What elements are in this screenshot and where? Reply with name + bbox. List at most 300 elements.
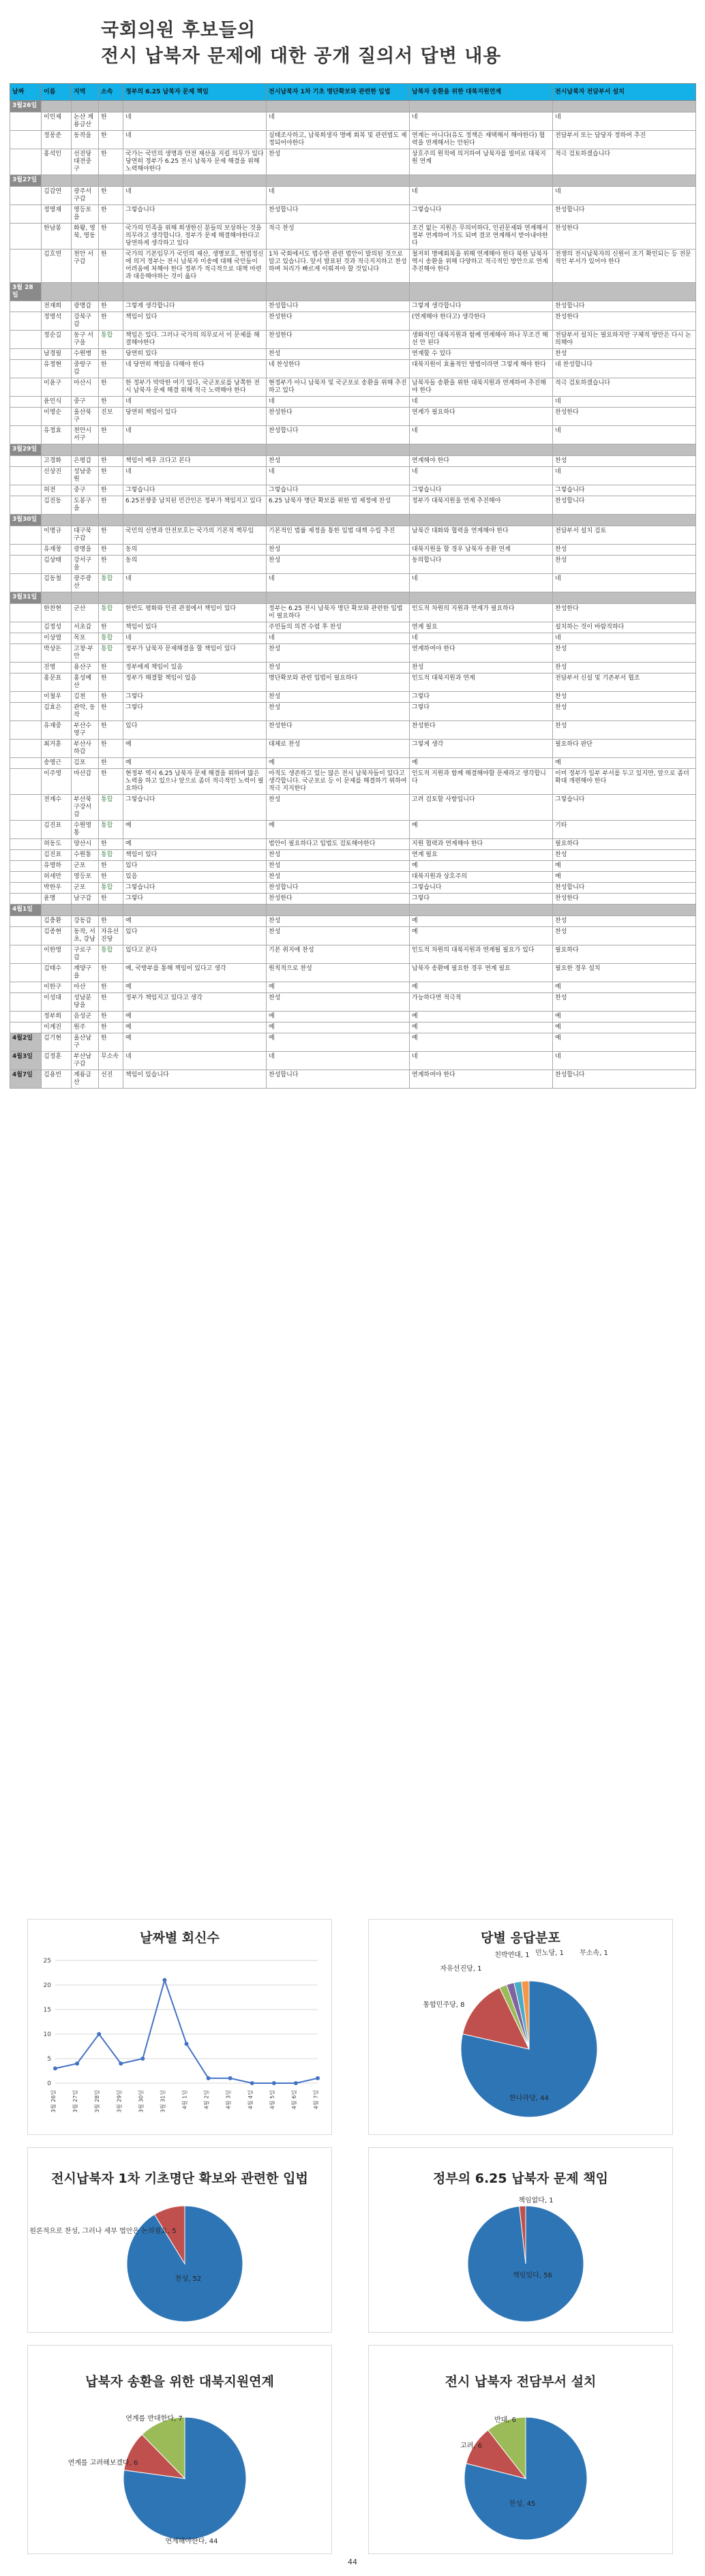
answer-c3: 찬성한다	[410, 721, 553, 740]
region-cell: 중구	[72, 397, 99, 408]
answer-c3: 고려 검토할 사항입니다	[410, 795, 553, 821]
party-cell: 한	[99, 1012, 123, 1022]
slice-label: 찬성, 52	[175, 2275, 202, 2283]
table-body	[10, 101, 696, 1089]
answer-c4: 필요하다	[553, 839, 696, 850]
candidate-name: 유정현	[42, 360, 72, 378]
answer-c4: 전쟁의 전시납북자의 신원이 조기 확인되는 등 전문적인 부서가 있어야 한다	[553, 249, 696, 283]
answer-c3: 정부가 대북지원을 연계 추진해야	[410, 496, 553, 515]
answer-c4: 기타	[553, 821, 696, 839]
answer-c4: 네	[553, 426, 696, 444]
party-cell: 한	[99, 769, 123, 795]
candidate-name: 홍석인	[42, 149, 72, 175]
region-cell: 광명갑	[72, 301, 99, 312]
region-cell: 부산사하갑	[72, 740, 99, 758]
answer-c3: 조건 없는 지원은 무의미하다, 인권문제와 연계해서 정부 연계하여 가도 되며 결코 연계해서 받아내야한다	[410, 224, 553, 249]
answer-c1: 예	[123, 740, 267, 758]
party-cell: 한	[99, 312, 123, 331]
table-row	[10, 378, 696, 397]
date-cell	[10, 964, 42, 982]
date-cell	[10, 408, 42, 426]
answer-c4: 찬성	[553, 850, 696, 861]
answer-c1: 네	[123, 574, 267, 592]
answer-c1: 그렇다	[123, 894, 267, 905]
answer-c3: 네	[410, 633, 553, 644]
region-cell: 아산시	[72, 378, 99, 397]
resp-chart-title: 정부의 6.25 납북자 문제 책임	[433, 2171, 608, 2186]
candidate-name: 유재창	[42, 545, 72, 556]
party-cell: 한	[99, 703, 123, 721]
party-cell: 한	[99, 456, 123, 467]
date-row-filler	[123, 515, 267, 526]
region-cell: 강북구갑	[72, 312, 99, 331]
column-header: 이름	[42, 84, 72, 101]
answer-c4: 찬성한다	[553, 604, 696, 622]
date-row-filler	[99, 592, 123, 604]
data-point	[185, 2042, 189, 2046]
answer-c1: 정부가 해결할 책임이 있음	[123, 673, 267, 692]
region-cell: 성남중원	[72, 467, 99, 485]
answer-c4: 예	[553, 861, 696, 872]
date-group-row	[10, 444, 696, 456]
party-cell: 한	[99, 112, 123, 131]
answer-c4: 찬성	[553, 721, 696, 740]
slice-label: 책임있다, 56	[513, 2272, 552, 2279]
table-row	[10, 331, 696, 349]
table-row	[10, 633, 696, 644]
answer-c4: 적극 검토하겠습니다	[553, 149, 696, 175]
answer-c1: 네	[123, 131, 267, 149]
date-cell	[10, 301, 42, 312]
candidate-name: 김종현	[42, 927, 72, 945]
answer-c2: 네	[267, 633, 410, 644]
answer-c1: 국가의 기본임무가 국민의 재산, 생명보호, 헌법정신에 의거 정부는 전시 납북자 미송에 대해 국민들이 어려움에 처해야 한다 정부가 적극적으로 대책 마련과 대응해야하는 것이 옳다	[123, 249, 267, 283]
answer-c4: 네	[553, 633, 696, 644]
date-cell	[10, 574, 42, 592]
candidate-name: 전재수	[42, 795, 72, 821]
table-header-row	[10, 84, 696, 101]
date-cell	[10, 663, 42, 673]
date-row-filler	[553, 905, 696, 916]
answer-c2: 찬성	[267, 456, 410, 467]
party-cell: 통합	[99, 644, 123, 663]
date-row-filler	[123, 101, 267, 112]
region-cell: 도봉구을	[72, 496, 99, 515]
region-cell: 홍성예산	[72, 673, 99, 692]
column-header: 납북자 송환을 위한 대북지원연계	[410, 84, 553, 101]
answer-c1: 그렇습니다	[123, 205, 267, 224]
data-point	[250, 2081, 254, 2085]
answer-c1: 그렇습니다	[123, 485, 267, 496]
date-row-filler	[410, 905, 553, 916]
data-point	[53, 2066, 57, 2070]
party-cell: 한	[99, 545, 123, 556]
answer-c1: 네	[123, 112, 267, 131]
table-row	[10, 349, 696, 360]
answer-c3: 지원 협력과 연계해야 한다	[410, 839, 553, 850]
candidate-name: 고경화	[42, 456, 72, 467]
table-row	[10, 496, 696, 515]
date-group-row	[10, 283, 696, 301]
date-cell	[10, 758, 42, 769]
region-cell: 원주	[72, 1022, 99, 1033]
date-row-filler	[410, 444, 553, 456]
date-cell	[10, 883, 42, 894]
answer-c4: 네	[553, 112, 696, 131]
answer-c2: 찬성한다	[267, 312, 410, 331]
date-cell	[10, 205, 42, 224]
date-cell	[10, 467, 42, 485]
answer-c1: 정부가 책임지고 있다고 생각	[123, 993, 267, 1012]
answer-c4: 찬성	[553, 703, 696, 721]
data-point	[119, 2061, 123, 2065]
answer-c3: 동의합니다	[410, 556, 553, 574]
x-tick-label: 4월 1일	[181, 2090, 188, 2110]
table-row	[10, 861, 696, 872]
answer-c3: 연계 필요	[410, 622, 553, 633]
answer-c4: 찬성합니다	[553, 883, 696, 894]
law-chart-title: 전시납북자 1차 기초명단 확보와 관련한 입법	[51, 2171, 308, 2186]
x-tick-label: 3월 28일	[94, 2090, 101, 2113]
date-cell	[10, 894, 42, 905]
answer-c3: 네	[410, 187, 553, 205]
region-cell: 부산수영구	[72, 721, 99, 740]
answer-c4: 전담부서 설치는 필요하지만 구체적 방안은 다시 논의해야	[553, 331, 696, 349]
date-cell: 3월26일	[10, 101, 42, 112]
table-row	[10, 1012, 696, 1022]
party-cell: 한	[99, 301, 123, 312]
date-cell: 3월 28일	[10, 283, 42, 301]
answer-c4: 찬성	[553, 993, 696, 1012]
candidate-name: 송영근	[42, 758, 72, 769]
date-cell	[10, 850, 42, 861]
answer-c3: 인도적 차원의 대북지원과 연계될 필요가 있다	[410, 945, 553, 964]
date-row-filler	[42, 515, 72, 526]
candidate-name: 진영	[42, 663, 72, 673]
answer-c1: 있다	[123, 927, 267, 945]
dept-chart-panel	[368, 2345, 673, 2554]
data-point	[316, 2076, 320, 2080]
answer-c3: 연계하여야 한다	[410, 1070, 553, 1089]
candidate-name: 홍문표	[42, 673, 72, 692]
answer-c3: 남북간 대화와 협력을 연계해야 한다	[410, 526, 553, 545]
date-cell	[10, 349, 42, 360]
date-cell	[10, 149, 42, 175]
date-row-filler	[99, 444, 123, 456]
resp-chart-panel	[368, 2147, 673, 2333]
date-row-filler	[42, 592, 72, 604]
answer-c4: 필요하다	[553, 945, 696, 964]
answer-c2: 찬성합니다	[267, 426, 410, 444]
date-row-filler	[42, 283, 72, 301]
date-row-filler	[410, 592, 553, 604]
column-header: 소속	[99, 84, 123, 101]
party-cell: 한	[99, 556, 123, 574]
answer-c2: 네	[267, 1052, 410, 1070]
date-cell: 4월3일	[10, 1052, 42, 1070]
candidate-name: 이한구	[42, 982, 72, 993]
date-cell	[10, 916, 42, 927]
column-header: 전시납북자 전담부서 설치	[553, 84, 696, 101]
answer-c2: 1차 국회에서도 법수반 관련 법안이 발의된 것으로 알고 있습니다. 앞서 발표된 것과 적극지지하고 찬성하며 처리가 빠르게 이뤄져야 할 것입니다	[267, 249, 410, 283]
answer-c2: 네	[267, 112, 410, 131]
answer-c2: 실태조사하고, 납북희생자 명예 회복 및 관련법도 제정되어야한다	[267, 131, 410, 149]
party-cell: 한	[99, 673, 123, 692]
date-cell	[10, 397, 42, 408]
x-tick-label: 3월 31일	[160, 2090, 166, 2113]
answer-c2: 찬성합니다	[267, 205, 410, 224]
x-tick-label: 4월 3일	[225, 2090, 232, 2110]
answer-c3: 생화적인 대북지원과 함께 연계해야 하나 무조건 해선 안 된다	[410, 331, 553, 349]
law-pie-chart	[28, 2148, 331, 2332]
region-cell: 계룡금산	[72, 1070, 99, 1089]
table-row	[10, 149, 696, 175]
answer-c4: 필요한 경우 설치	[553, 964, 696, 982]
date-row-filler	[99, 175, 123, 187]
answer-c2: 대체로 찬성	[267, 740, 410, 758]
candidate-name: 허세만	[42, 872, 72, 883]
slice-label: 친박연대, 1	[494, 1952, 530, 1959]
answer-c1: 동의	[123, 545, 267, 556]
region-cell: 성남분당을	[72, 993, 99, 1012]
party-cell: 한	[99, 131, 123, 149]
date-cell	[10, 721, 42, 740]
date-row-filler	[410, 175, 553, 187]
answer-c1: 동의	[123, 556, 267, 574]
region-cell: 울산북구	[72, 408, 99, 426]
y-tick-label: 25	[43, 1958, 51, 1965]
date-cell	[10, 360, 42, 378]
answer-c4: 예	[553, 758, 696, 769]
answer-c3: (연계해야 한다고) 생각한다	[410, 312, 553, 331]
party-cell: 한	[99, 622, 123, 633]
answer-c4: 예	[553, 1012, 696, 1022]
date-cell	[10, 839, 42, 850]
date-row-filler	[267, 444, 410, 456]
table-row	[10, 703, 696, 721]
table-row	[10, 604, 696, 622]
answer-c2: 그렇습니다	[267, 485, 410, 496]
table-row	[10, 1022, 696, 1033]
answer-c2: 기본 취지에 찬성	[267, 945, 410, 964]
candidate-name: 이한영	[42, 945, 72, 964]
date-row-filler	[553, 592, 696, 604]
region-cell: 은평갑	[72, 456, 99, 467]
date-row-filler	[72, 515, 99, 526]
date-cell	[10, 312, 42, 331]
date-row-filler	[553, 444, 696, 456]
candidate-name: 전재희	[42, 301, 72, 312]
answer-c1: 예	[123, 839, 267, 850]
region-cell: 선진당 대전중구	[72, 149, 99, 175]
answer-c1: 예	[123, 916, 267, 927]
answer-c3: 인도적 차원의 지원과 연계가 필요하다	[410, 604, 553, 622]
answer-c2: 찬성한다	[267, 721, 410, 740]
region-cell: 영등포	[72, 872, 99, 883]
page-title-line1: 국회의원 후보들의	[101, 20, 256, 41]
date-cell: 3월30일	[10, 515, 42, 526]
date-row-filler	[410, 515, 553, 526]
party-chart-panel	[368, 1919, 673, 2135]
candidate-name: 유재중	[42, 721, 72, 740]
slice-label: 책임없다, 1	[518, 2197, 554, 2204]
answer-c2: 찬성	[267, 850, 410, 861]
answer-c2: 찬성	[267, 349, 410, 360]
table-row	[10, 408, 696, 426]
date-row-filler	[72, 905, 99, 916]
candidate-name: 김정훈	[42, 1052, 72, 1070]
slice-label: 찬성, 45	[509, 2500, 536, 2508]
answer-c3: 그렇다	[410, 703, 553, 721]
party-cell: 한	[99, 205, 123, 224]
table-row	[10, 883, 696, 894]
party-cell: 한	[99, 916, 123, 927]
candidate-name: 이영순	[42, 408, 72, 426]
date-row-filler	[267, 515, 410, 526]
answer-c2: 찬성	[267, 795, 410, 821]
daily-chart-panel	[27, 1919, 332, 2135]
region-cell: 아산	[72, 982, 99, 993]
y-tick-label: 5	[47, 2056, 51, 2063]
date-row-filler	[42, 101, 72, 112]
table-row	[10, 187, 696, 205]
date-row-filler	[267, 592, 410, 604]
date-cell	[10, 331, 42, 349]
party-cell: 통합	[99, 604, 123, 622]
table-row	[10, 692, 696, 703]
answer-c4: 필요하다 판단	[553, 740, 696, 758]
aid-pie-chart	[28, 2346, 331, 2554]
table-row	[10, 526, 696, 545]
answer-c1: 6.25전쟁중 납치된 민간인은 정부가 책임지고 있다	[123, 496, 267, 515]
date-row-filler	[72, 444, 99, 456]
answer-c4: 이미 정부가 일부 부서를 두고 있지만, 앞으로 좀더 확대 개편해야 한다	[553, 769, 696, 795]
date-cell: 4월1일	[10, 905, 42, 916]
candidate-name: 한찬현	[42, 604, 72, 622]
answer-c4: 찬성	[553, 692, 696, 703]
region-cell: 동작을	[72, 131, 99, 149]
x-tick-label: 4월 2일	[203, 2090, 210, 2110]
answer-c3: 그렇습니다	[410, 485, 553, 496]
candidate-name: 이윤구	[42, 378, 72, 397]
answer-c1: 네	[123, 1052, 267, 1070]
table-row	[10, 740, 696, 758]
date-cell	[10, 456, 42, 467]
table-row	[10, 945, 696, 964]
table-row	[10, 131, 696, 149]
candidate-name: 정영재	[42, 205, 72, 224]
answer-c4: 전담부서 설치 검토	[553, 526, 696, 545]
answer-c1: 그렇다	[123, 703, 267, 721]
answer-c3: 가능하다면 적극적	[410, 993, 553, 1012]
answer-c3: 상호주의 원칙에 의거하여 납북자를 빌미로 대북지원 연계	[410, 149, 553, 175]
answer-c4: 찬성합니다	[553, 1070, 696, 1089]
date-cell	[10, 526, 42, 545]
region-cell: 수원병	[72, 349, 99, 360]
date-cell	[10, 872, 42, 883]
party-cell: 통합	[99, 795, 123, 821]
answer-c1: 책임은 있다. 그러나 국가의 의무로서 이 문제를 해결해야한다	[123, 331, 267, 349]
candidate-name: 최거훈	[42, 740, 72, 758]
region-cell: 광주광산	[72, 574, 99, 592]
candidate-name: 정몽준	[42, 131, 72, 149]
party-cell: 한	[99, 894, 123, 905]
aid-chart-title: 납북자 송환을 위한 대북지원연계	[85, 2374, 274, 2389]
answer-c4: 찬성합니다	[553, 496, 696, 515]
answer-c1: 있다고 본다	[123, 945, 267, 964]
answer-c3: 예	[410, 1012, 553, 1022]
date-group-row	[10, 592, 696, 604]
answer-c3: 그렇게 생각	[410, 740, 553, 758]
answer-c3: 예	[410, 927, 553, 945]
date-cell	[10, 982, 42, 993]
candidate-name: 김용빈	[42, 1070, 72, 1089]
page-number: 44	[348, 2558, 357, 2566]
date-row-filler	[123, 444, 267, 456]
party-cell: 한	[99, 964, 123, 982]
slice-label: 고려, 6	[460, 2442, 483, 2450]
table-row	[10, 982, 696, 993]
answer-c3: 연계할 수 있다	[410, 349, 553, 360]
party-cell: 한	[99, 993, 123, 1012]
answer-c1: 예	[123, 1033, 267, 1052]
party-cell: 통합	[99, 850, 123, 861]
answer-c2: 네 찬성한다	[267, 360, 410, 378]
table-row	[10, 1052, 696, 1070]
party-cell: 한	[99, 187, 123, 205]
slice-label: 연계를 고려해보겠다, 6	[68, 2459, 138, 2467]
slice-label: 무소속, 1	[580, 1950, 608, 1957]
candidate-name: 윤명	[42, 894, 72, 905]
answer-c4: 찬성	[553, 644, 696, 663]
date-row-filler	[553, 175, 696, 187]
y-tick-label: 0	[47, 2080, 51, 2087]
date-cell	[10, 131, 42, 149]
date-row-filler	[123, 592, 267, 604]
party-cell: 한	[99, 496, 123, 515]
answer-c1: 국민의 신변과 안전보호는 국가의 기본적 책무임	[123, 526, 267, 545]
answer-c4: 찬성합니다	[553, 205, 696, 224]
date-cell	[10, 496, 42, 515]
answer-c4: 찬성	[553, 927, 696, 945]
answer-c2: 예	[267, 1033, 410, 1052]
answer-c2: 6.25 납북자 명단 확보를 위한 법 제정에 찬성	[267, 496, 410, 515]
answer-c4: 적극 검토하겠습니다	[553, 378, 696, 397]
answer-c4: 예	[553, 1022, 696, 1033]
answer-c2: 네	[267, 574, 410, 592]
party-cell: 한	[99, 349, 123, 360]
region-cell: 수원통	[72, 850, 99, 861]
answer-c3: 연계해야 한다	[410, 456, 553, 467]
table-row	[10, 916, 696, 927]
answer-c1: 정부가 납북자 문제해결을 할 책임이 있다	[123, 644, 267, 663]
region-cell: 부산남구갑	[72, 1052, 99, 1070]
date-cell: 3월27일	[10, 175, 42, 187]
aid-chart-panel	[27, 2345, 332, 2554]
party-cell: 한	[99, 758, 123, 769]
region-cell: 관악, 동작	[72, 703, 99, 721]
data-point	[272, 2081, 276, 2085]
candidate-name: 김갑연	[42, 187, 72, 205]
answer-c3: 철저히 명예회복을 위해 연계해야 한다 북한 납북자 역시 송환을 위해 다양하고 적극적인 방안으로 연계 추진해야 한다	[410, 249, 553, 283]
answer-c3: 네	[410, 112, 553, 131]
answer-c1: 한 정부가 막막한 여기 있다, 국군포로를 남쪽한 전시 납북자 문제 해결 위해 적극 노력해야 한다	[123, 378, 267, 397]
party-cell: 한	[99, 526, 123, 545]
candidate-name: 김진표	[42, 821, 72, 839]
answer-c1: 있다	[123, 861, 267, 872]
table-row	[10, 993, 696, 1012]
candidate-name: 김상태	[42, 556, 72, 574]
